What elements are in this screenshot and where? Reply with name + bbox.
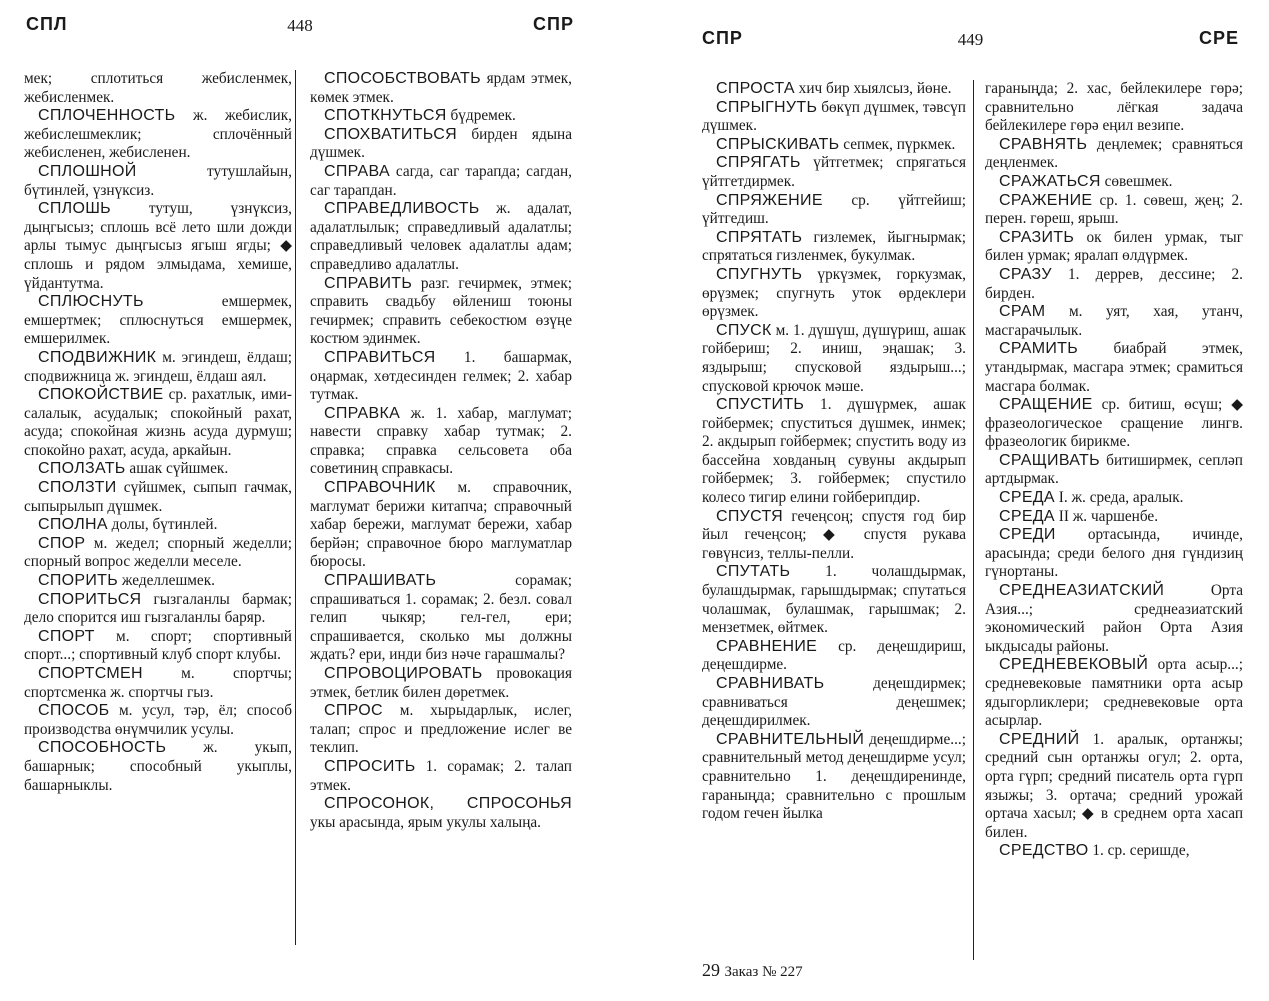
entry-headword: СРАЗУ xyxy=(999,265,1052,283)
dictionary-entry xyxy=(24,70,292,107)
column-divider xyxy=(973,80,974,960)
dictionary-entry xyxy=(702,638,966,675)
entry-definition: ср. 1. сөвеш, җең; 2. перен. гөреш, ярыш. xyxy=(985,191,1243,228)
entry-headword: СПРАВКА xyxy=(324,404,401,422)
dictionary-entry xyxy=(24,628,292,665)
entry-definition: хич бир хыялсыз, йөне. xyxy=(794,80,952,97)
left-guide-word-end: СПР xyxy=(533,14,574,34)
entry-headword: СРАЖЕНИЕ xyxy=(999,191,1093,209)
entry-headword: СРАЖАТЬСЯ xyxy=(999,172,1101,190)
dictionary-entry xyxy=(24,665,292,702)
dictionary-entry xyxy=(702,322,966,396)
dictionary-entry xyxy=(702,731,966,824)
dictionary-entry xyxy=(702,266,966,322)
entry-headword: СПОР xyxy=(38,534,86,552)
dictionary-entry xyxy=(985,526,1243,582)
entry-definition: ср. деңешдириш, деңешдирме. xyxy=(702,637,966,674)
entry-definition: разг. гечирмек, этмек; справить свадьбу өйлениш тоюны гечирмек; справить себекостюм өзүңе костюм эдинмек. xyxy=(310,274,572,348)
dictionary-entry xyxy=(985,508,1243,527)
entry-definition: м. справочник, маглумат берижи китапча; справочный хабар бережи, маглумат бережи, хабар берйән; справочное бюро маглуматлар бюросы. xyxy=(310,479,572,571)
entry-headword: СПРАВА xyxy=(324,162,390,180)
left-page-number: 448 xyxy=(287,16,313,35)
left-page-column-1 xyxy=(24,70,292,795)
entry-headword: СПЛОЧЕННОСТЬ xyxy=(38,107,176,125)
entry-definition: биабрай этмек, утандырмак, масгара этмек; срамиться масгара болмак. xyxy=(985,340,1243,395)
entry-definition: бөкүп дүшмек, тәвсүп дүшмек. xyxy=(702,98,966,135)
dictionary-entry xyxy=(310,405,572,479)
entry-headword: СПРОВОЦИРОВАТЬ xyxy=(324,665,483,682)
entry-headword: СРЕДНИЙ xyxy=(999,730,1080,748)
entry-definition: ср. үйтгейиш; үйтгедиш. xyxy=(702,191,966,228)
entry-headword: СПРОС xyxy=(324,702,383,720)
entry-definition: 1. башармак, оңармак, хөтдесинден гелмек; 2. хабар тутмак. xyxy=(310,348,572,404)
entry-definition: Орта Азия...; среднеазиатский экономический район Орта Азия ыкдысады районы. xyxy=(985,582,1243,655)
dictionary-entry xyxy=(24,107,292,163)
dictionary-entry xyxy=(985,173,1243,192)
entry-definition: провокация этмек, бетлик билен дөретмек. xyxy=(310,665,572,701)
entry-definition: ср. битиш, өсүш; ◆ фразеологическое сращение лингв. фразеологик бирикме. xyxy=(985,396,1243,451)
entry-headword: СРАМ xyxy=(999,303,1046,321)
entry-headword: СПОСОБ xyxy=(38,702,110,720)
dictionary-entry xyxy=(24,591,292,628)
page-footer xyxy=(702,960,803,981)
entry-definition: гызгаланлы бармак; дело спорится иш гызгаланлы баряр. xyxy=(24,590,292,627)
dictionary-entry xyxy=(985,266,1243,303)
dictionary-entry xyxy=(702,99,966,136)
entry-headword: СРАВНЕНИЕ xyxy=(716,637,818,655)
entry-definition: тутушлайын, бүтинлей, үзнүксиз. xyxy=(24,162,292,199)
entry-definition: тутуш, үзнүксиз, дыңгысыз; сплошь всё лето шли дожди арлы тымус дыңгысыз ягыш ягды; ◆ сплошь и рядом элмыдама, хемише, үйдантутма. xyxy=(24,200,292,292)
dictionary-entry xyxy=(24,535,292,572)
dictionary-entry xyxy=(24,200,292,293)
dictionary-entry xyxy=(24,702,292,739)
entry-headword: СПРОСОНОК, СПРОСОНЬЯ xyxy=(324,795,572,813)
entry-headword: СПУСК xyxy=(716,321,772,339)
dictionary-entry xyxy=(310,758,572,795)
entry-headword: СПОКОЙСТВИЕ xyxy=(38,386,164,404)
entry-definition: м. 1. дүшүш, дүшүриш, ашак гойбериш; 2. иниш, эңашак; 3. яздырыш; спусковой яздырыш...; спусковой крючок мәше. xyxy=(702,321,966,395)
entry-definition: бирден ядына дүшмек. xyxy=(310,125,572,162)
dictionary-entry xyxy=(985,80,1243,136)
dictionary-entry xyxy=(24,163,292,200)
entry-definition: деңешдирмек; сравниваться деңешмек; деңешдирилмек. xyxy=(702,675,966,730)
entry-definition: гизлемек, йыгнырмак; спрятаться гизленмек, букулмак. xyxy=(702,228,966,265)
entry-headword: СРАЗИТЬ xyxy=(999,228,1075,246)
entry-definition: мек; сплотиться жебисленмек, жебисленмек. xyxy=(24,70,292,106)
dictionary-entry xyxy=(702,192,966,229)
entry-definition: деңешдирме...; сравнительный метод деңешдирме усул; сравнительно 1. деңешдиренинде, гараныңда; сравнительно с прошлым годом гечен йылка xyxy=(702,730,966,823)
entry-headword: СРЕДА xyxy=(999,489,1055,507)
dictionary-entry xyxy=(24,572,292,591)
entry-definition: м. жедел; спорный жеделли; спорный вопрос жеделли меселе. xyxy=(24,534,292,571)
entry-definition: үйтгетмек; спрягаться үйтгетдирмек. xyxy=(702,154,966,190)
right-guide-word-start: СПР xyxy=(702,28,743,48)
dictionary-entry xyxy=(24,460,292,479)
entry-definition: ср. рахатлык, ими-салалык, асудалык; спокойный рахат, асуда; спокойная жизнь асуда дурмуш; спокойно рахат, асуда, аркайын. xyxy=(24,386,292,459)
entry-headword: СПУТАТЬ xyxy=(716,563,791,581)
entry-definition: II ж. чаршенбе. xyxy=(1054,507,1159,525)
entry-definition: ашак сүйшмек. xyxy=(125,460,229,478)
right-guide-word-end: СРЕ xyxy=(1198,28,1239,48)
dictionary-entry xyxy=(985,656,1243,730)
entry-definition: сепмек, пүркмек. xyxy=(839,135,956,153)
entry-headword: СПОЛЗТИ xyxy=(38,479,117,497)
dictionary-entry xyxy=(24,516,292,535)
dictionary-entry xyxy=(985,192,1243,229)
right-page-column-2 xyxy=(985,80,1243,861)
entry-headword: СПЛОШЬ xyxy=(38,200,111,218)
dictionary-entry xyxy=(24,739,292,795)
entry-headword: СРАМИТЬ xyxy=(999,340,1079,358)
entry-definition: м. уят, хая, утанч, масгарачылык. xyxy=(985,303,1243,339)
dictionary-entry xyxy=(702,675,966,731)
entry-definition: ярдам этмек, көмек этмек. xyxy=(310,70,572,106)
entry-definition: ж. жебислик, жебислешмеклик; сплочённый жебисленен, жебисленен. xyxy=(24,107,292,162)
dictionary-entry xyxy=(985,582,1243,656)
entry-definition: м. спортчы; спортсменка ж. спортчы гыз. xyxy=(24,665,292,701)
entry-definition: укы арасында, ярым укулы халыңа. xyxy=(310,813,542,831)
entry-definition: 1. сорамак; 2. талап этмек. xyxy=(310,757,572,794)
dictionary-entry xyxy=(985,489,1243,508)
entry-definition: м. спорт; спортивный спорт...; спортивный клуб спорт клубы. xyxy=(24,627,292,664)
entry-definition: 1. чолашдырмак, булашдырмак, гарышдырмак; спутаться чолашмак, булашмак, гарышмак; 2. мензетмек, өйтмек. xyxy=(702,563,966,637)
dictionary-entry xyxy=(310,702,572,758)
entry-headword: СРЕДСТВО xyxy=(999,842,1089,860)
left-page-header xyxy=(26,14,574,40)
dictionary-entry xyxy=(310,479,572,572)
left-guide-word-start: СПЛ xyxy=(26,14,68,34)
entry-headword: СРАВНИВАТЬ xyxy=(716,675,825,692)
entry-definition: гечеңсоң; спустя год бир йыл гечеңсоң; ◆ спустя рукава гөвүнсиз, теллы-пелли. xyxy=(702,507,966,562)
entry-definition: 1. деррев, дессине; 2. бирден. xyxy=(985,265,1243,302)
dictionary-entry xyxy=(24,386,292,460)
dictionary-entry xyxy=(24,349,292,386)
dictionary-entry xyxy=(702,508,966,564)
dictionary-entry xyxy=(310,70,572,107)
dictionary-entry xyxy=(310,795,572,832)
column-divider xyxy=(295,70,296,945)
entry-headword: СПРЯЖЕНИЕ xyxy=(716,191,823,209)
entry-definition: гараныңда; 2. хас, бейлекилере гөрә; сравнительно лёгкая задача бейлекилере гөрә еңил везипе. xyxy=(985,80,1243,135)
dictionary-entry xyxy=(702,136,966,155)
entry-definition: ж. адалат, адалатлылык; справедливый адалатлы; справедливый человек адалатлы адам; справедливо адалатлы. xyxy=(310,200,572,273)
right-page-number: 449 xyxy=(957,30,984,49)
entry-headword: СПУСТИТЬ xyxy=(716,396,805,414)
dictionary-entry xyxy=(702,80,966,99)
entry-headword: СПЛЮСНУТЬ xyxy=(38,293,144,311)
entry-headword: СПРОСТА xyxy=(716,80,795,97)
print-order-mark: Заказ № 227 xyxy=(724,964,803,980)
dictionary-entry xyxy=(310,163,572,200)
entry-definition: ортасында, ичинде, арасында; среди белого дня гүндизиң гүнортаны. xyxy=(985,526,1243,581)
entry-definition: ж. укып, башарнык; способный укыплы, башарныклы. xyxy=(24,739,292,794)
entry-headword: СПОЛЗАТЬ xyxy=(38,460,126,478)
entry-headword: СПУСТЯ xyxy=(716,507,784,525)
entry-headword: СРЕДА xyxy=(999,507,1055,525)
dictionary-entry xyxy=(985,303,1243,340)
entry-definition: ок билен урмак, тыг билен урмак; яралап өлдүрмек. xyxy=(985,228,1243,265)
dictionary-entry xyxy=(310,200,572,274)
entry-headword: СПОРТ xyxy=(38,627,95,645)
entry-definition: үркүзмек, горкузмак, өрүзмек; спугнуть уток өрдеклери өрүзмек. xyxy=(702,265,966,321)
entry-headword: СПРЯГАТЬ xyxy=(716,154,801,172)
dictionary-entry xyxy=(310,572,572,665)
entry-headword: СПОСОБСТВОВАТЬ xyxy=(324,70,481,87)
entry-headword: СПОХВАТИТЬСЯ xyxy=(324,125,457,143)
entry-headword: СПОРТСМЕН xyxy=(38,665,143,682)
dictionary-entry xyxy=(310,107,572,126)
dictionary-entry xyxy=(310,275,572,349)
entry-headword: СПРЫГНУТЬ xyxy=(716,98,818,116)
entry-definition: I. ж. среда, аралык. xyxy=(1054,489,1184,507)
entry-headword: СПОРИТЬСЯ xyxy=(38,590,142,608)
entry-definition: битиширмек, сепләп артдырмак. xyxy=(985,451,1243,488)
entry-headword: СРАВНИТЕЛЬНЫЙ xyxy=(716,730,865,748)
entry-definition: ж. 1. хабар, маглумат; навести справку хабар тутмак; 2. справка; справка сельсовета оба советиниң справкасы. xyxy=(310,404,572,478)
entry-definition: 1. аралык, ортанжы; средний сын ортанжы огул; 2. орта, орта гүрп; средний писатель орта гүрп языжы; 3. ортача; средний урожай ортача хасыл; ◆ в среднем орта хасап билен. xyxy=(985,730,1243,841)
dictionary-entry xyxy=(310,349,572,405)
entry-headword: СПРЯТАТЬ xyxy=(716,228,803,246)
entry-headword: СРАЩИВАТЬ xyxy=(999,451,1100,469)
entry-definition: емшермек, емшертмек; сплюснуться емшермек, емшерилмек. xyxy=(24,293,292,348)
right-page-column-1 xyxy=(702,80,966,824)
dictionary-entry xyxy=(702,229,966,266)
entry-headword: СПРАВОЧНИК xyxy=(324,479,436,497)
dictionary-entry xyxy=(702,154,966,191)
right-page-header xyxy=(702,28,1239,54)
entry-definition: м. хырыдарлык, ислег, талап; спрос и предложение ислег ве теклип. xyxy=(310,702,572,757)
entry-headword: СПРАВИТЬ xyxy=(324,274,413,292)
entry-headword: СРАВНЯТЬ xyxy=(999,135,1088,153)
dictionary-entry xyxy=(24,293,292,349)
entry-headword: СПРАВЕДЛИВОСТЬ xyxy=(324,200,480,218)
signature-number: 29 xyxy=(702,960,720,980)
entry-definition: жеделлешмек. xyxy=(118,572,215,590)
right-page xyxy=(680,0,1269,1001)
entry-headword: СПРЫСКИВАТЬ xyxy=(716,135,840,153)
entry-headword: СПУГНУТЬ xyxy=(716,265,803,283)
entry-definition: сөвешмек. xyxy=(1100,172,1173,190)
dictionary-entry xyxy=(985,731,1243,843)
dictionary-entry xyxy=(702,396,966,508)
entry-headword: СРАЩЕНИЕ xyxy=(999,396,1093,414)
entry-headword: СПОРИТЬ xyxy=(38,572,119,590)
dictionary-entry xyxy=(985,452,1243,489)
entry-definition: м. усул, тәр, ёл; способ производства өнүмчилик усулы. xyxy=(24,702,292,738)
entry-definition: 1. ср. серишде, xyxy=(1088,842,1190,860)
dictionary-entry xyxy=(985,396,1243,452)
entry-headword: СПРОСИТЬ xyxy=(324,757,416,775)
entry-headword: СРЕДИ xyxy=(999,526,1056,544)
dictionary-entry xyxy=(310,665,572,702)
dictionary-entry xyxy=(24,479,292,516)
entry-headword: СРЕДНЕВЕКОВЫЙ xyxy=(999,656,1149,674)
left-page xyxy=(0,0,600,1001)
entry-headword: СПЛОШНОЙ xyxy=(38,162,137,180)
entry-definition: м. эгиндеш, ёлдаш; сподвижница ж. эгиндеш, ёлдаш аял. xyxy=(24,348,292,385)
entry-definition: долы, бүтинлей. xyxy=(107,516,218,534)
left-page-column-2 xyxy=(310,70,572,832)
entry-definition: сүйшмек, сыпып гачмак, сыпырылып дүшмек. xyxy=(24,479,292,515)
entry-headword: СПРАВИТЬСЯ xyxy=(324,348,436,366)
dictionary-entry xyxy=(985,340,1243,396)
dictionary-entry xyxy=(985,229,1243,266)
entry-headword: СПОСОБНОСТЬ xyxy=(38,739,167,757)
entry-definition: орта асыр...; средневековые памятники орта асыр ядыгорликлери; средневековые орта асырлар. xyxy=(985,656,1243,730)
entry-definition: бүдремек. xyxy=(446,107,516,125)
dictionary-entry xyxy=(985,136,1243,173)
entry-definition: деңлемек; сравняться деңленмек. xyxy=(985,135,1243,172)
entry-definition: 1. дүшүрмек, ашак гойбермек; спуститься дүшмек, инмек; 2. акдырып гойбермек; спустить воду из бассейна ховданың сувуны акдырып гойбермек; 3. гойбермек; спустило колесо тигир елини гойберипдир. xyxy=(702,396,966,507)
dictionary-entry xyxy=(702,563,966,637)
entry-definition: сагда, саг тарапда; сагдан, саг тарапдан. xyxy=(310,162,572,199)
entry-headword: СПОТКНУТЬСЯ xyxy=(324,107,447,125)
entry-headword: СПОДВИЖНИК xyxy=(38,348,157,366)
entry-headword: СПОЛНА xyxy=(38,516,108,534)
entry-headword: СРЕДНЕАЗИАТСКИЙ xyxy=(999,582,1165,600)
entry-headword: СПРАШИВАТЬ xyxy=(324,572,437,590)
dictionary-entry xyxy=(310,126,572,163)
dictionary-entry xyxy=(985,842,1243,861)
entry-definition: сорамак; спрашиваться 1. сорамак; 2. безл. совал гелип чыкяр; гел-гел, ери; спрашивается, сколько мы должны ждать? ери, инди биз нәче гарашмалы? xyxy=(310,572,572,664)
